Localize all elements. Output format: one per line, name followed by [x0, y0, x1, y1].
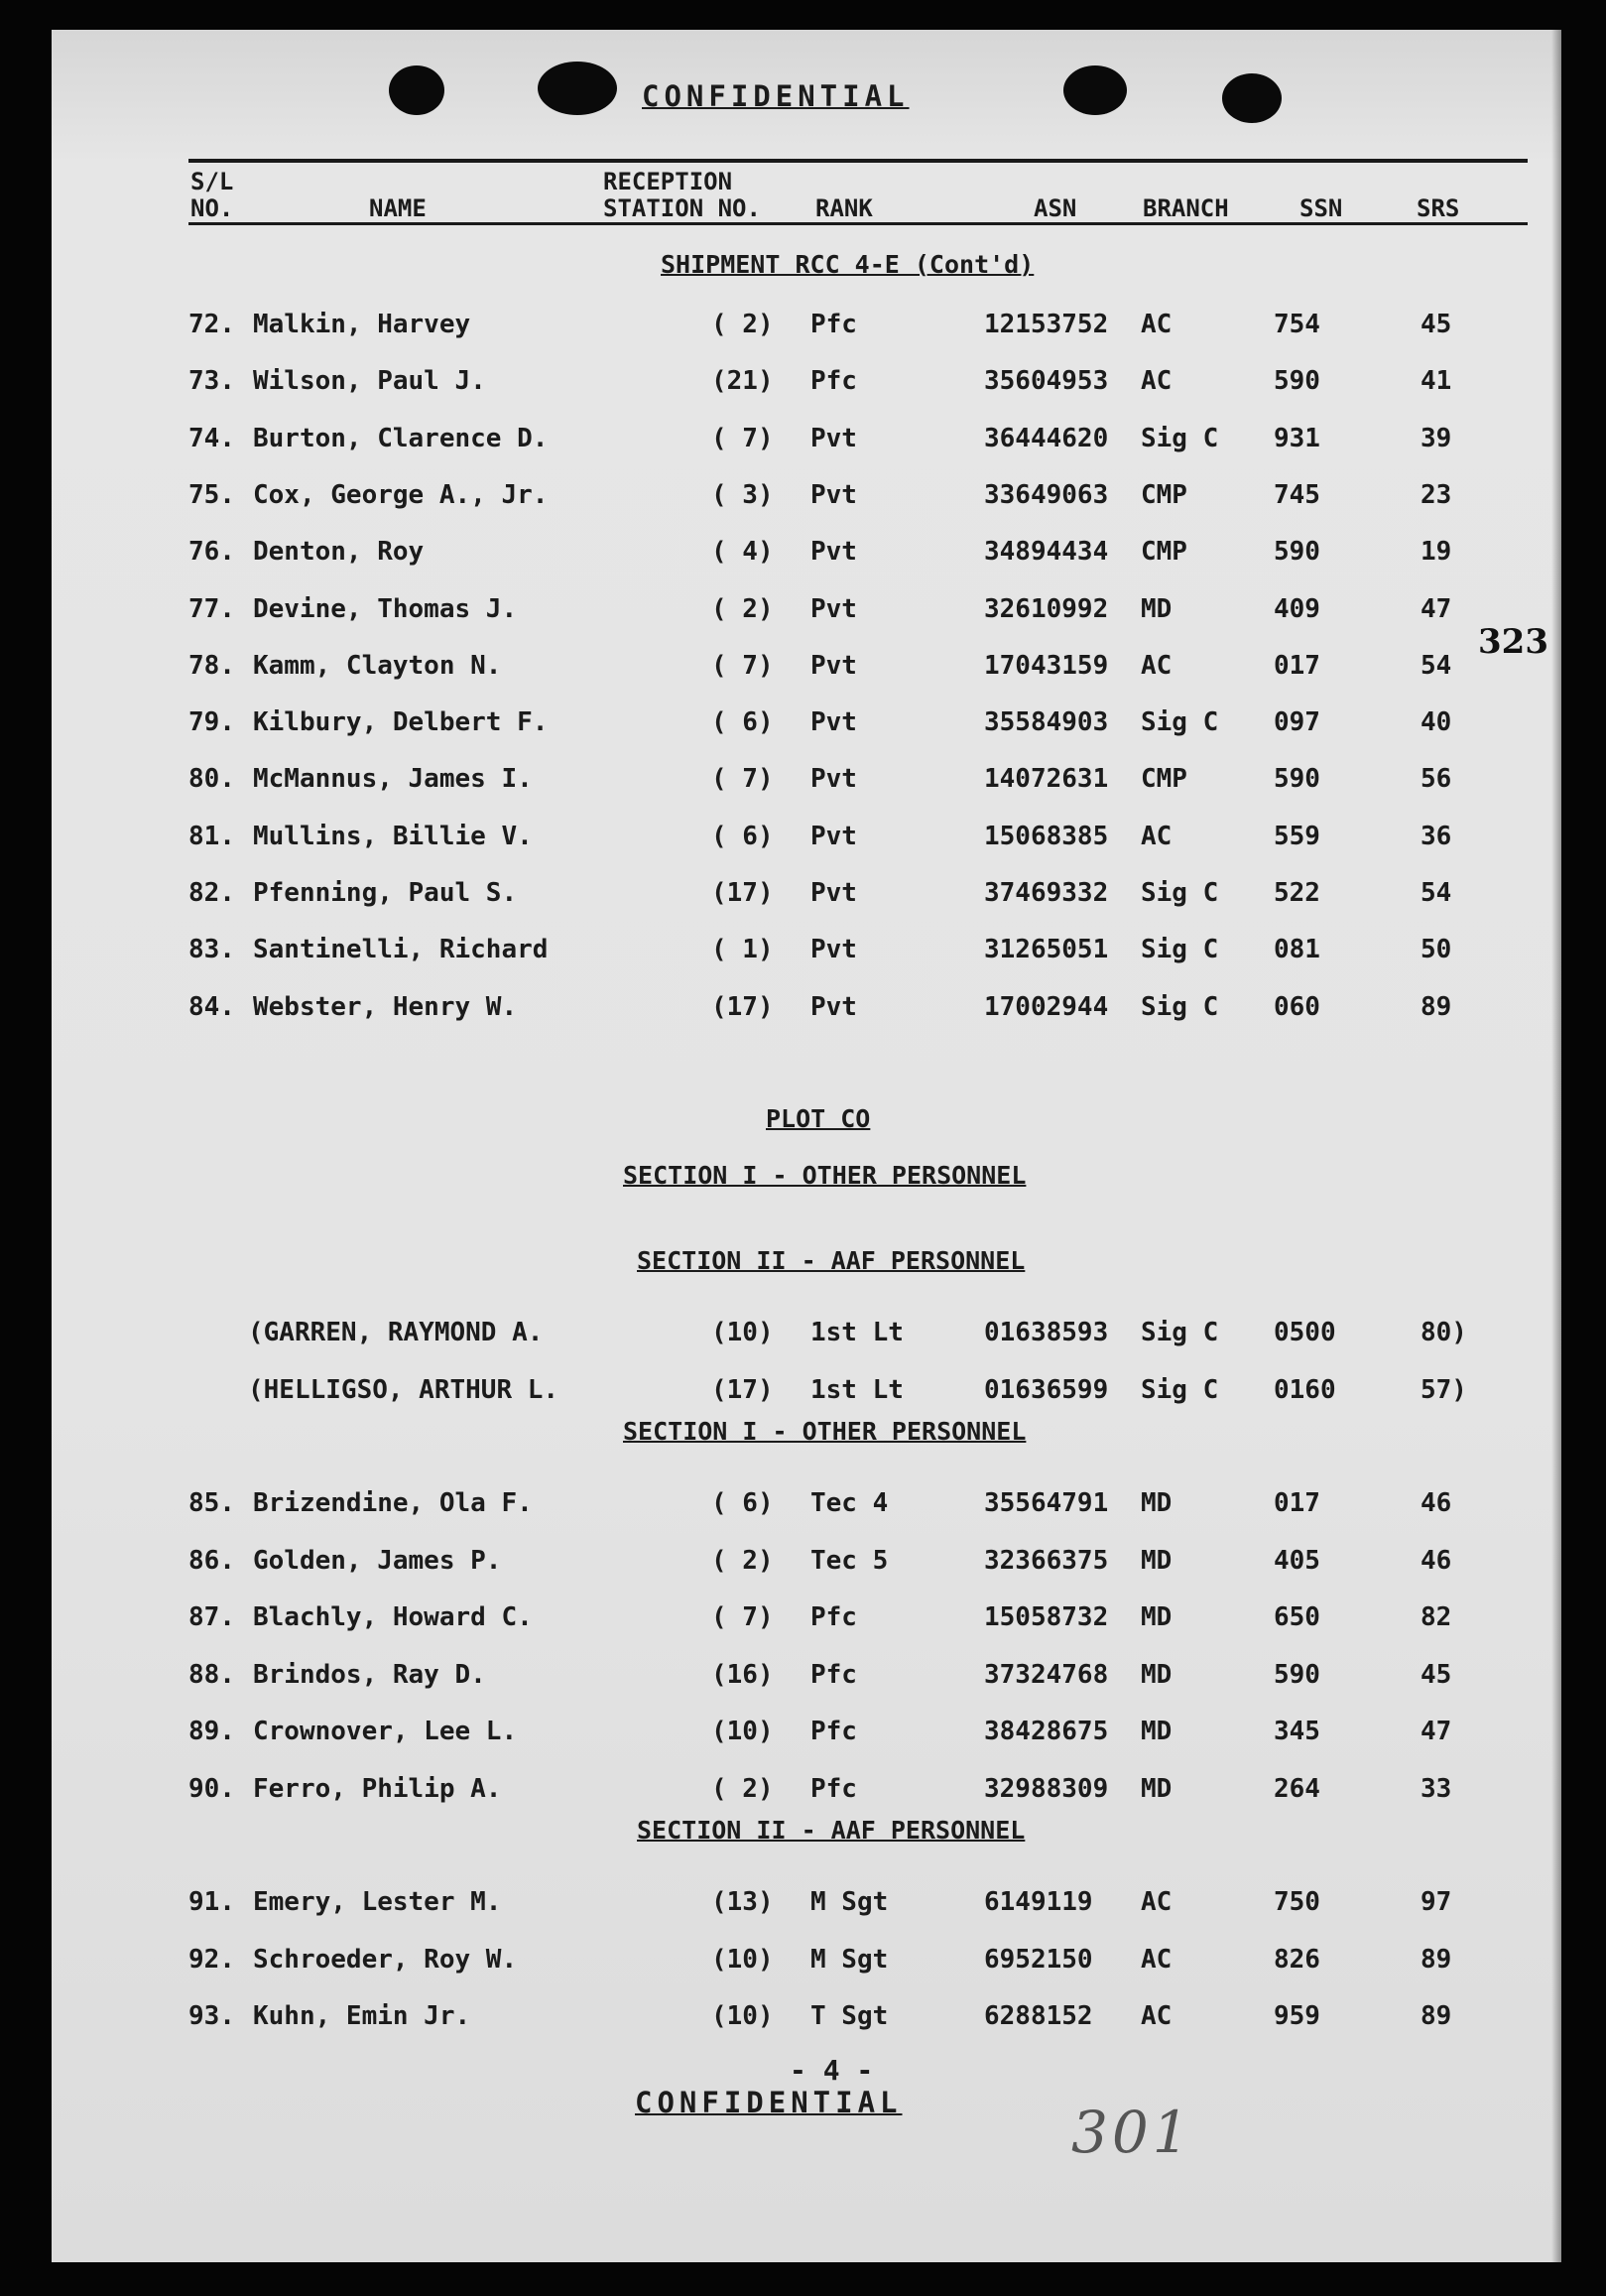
- header-sl: S/L: [190, 168, 234, 195]
- cell-asn: 6149119: [984, 1887, 1093, 1917]
- header-rank: RANK: [815, 194, 873, 222]
- cell-branch: MD: [1141, 1488, 1173, 1518]
- cell-branch: AC: [1141, 310, 1173, 339]
- cell-rank: Pvt: [810, 423, 857, 453]
- cell-rank: Pvt: [810, 537, 857, 568]
- cell-station: ( 7): [711, 423, 774, 453]
- cell-name: (GARREN, RAYMOND A.: [248, 1318, 544, 1347]
- cell-asn: 32988309: [984, 1773, 1109, 1804]
- cell-name: McMannus, James I.: [253, 764, 533, 795]
- cell-no: 92.: [188, 1944, 235, 1975]
- cell-branch: AC: [1141, 1887, 1173, 1917]
- table-row: [52, 1375, 1561, 1419]
- cell-asn: 31265051: [984, 935, 1109, 965]
- side-page-number: 323: [1478, 622, 1548, 662]
- cell-no: 82.: [188, 878, 235, 908]
- table-row: [52, 1774, 1561, 1818]
- cell-branch: MD: [1141, 1602, 1173, 1632]
- cell-asn: 32366375: [984, 1545, 1109, 1576]
- table-row: [52, 878, 1561, 922]
- cell-branch: Sig C: [1141, 1318, 1219, 1347]
- cell-branch: CMP: [1141, 764, 1187, 795]
- cell-station: ( 2): [711, 310, 774, 339]
- cell-ssn: 590: [1274, 764, 1320, 795]
- page-number: - 4 -: [790, 2054, 874, 2087]
- cell-no: 93.: [188, 2001, 235, 2031]
- cell-no: 74.: [188, 423, 235, 453]
- cell-asn: 32610992: [984, 593, 1109, 624]
- header-branch: BRANCH: [1143, 194, 1229, 222]
- cell-srs: 54: [1421, 878, 1452, 908]
- cell-srs: 82: [1421, 1602, 1452, 1632]
- cell-no: 85.: [188, 1488, 235, 1518]
- cell-name: Devine, Thomas J.: [253, 593, 518, 624]
- cell-ssn: 405: [1274, 1545, 1320, 1576]
- cell-station: (21): [711, 366, 774, 397]
- table-row: [52, 1488, 1561, 1532]
- table-row: [52, 480, 1561, 524]
- cell-branch: AC: [1141, 1944, 1173, 1975]
- cell-branch: MD: [1141, 1773, 1173, 1804]
- cell-ssn: 826: [1274, 1944, 1320, 1975]
- cell-branch: Sig C: [1141, 878, 1219, 908]
- punch-hole: [538, 62, 617, 115]
- cell-station: ( 3): [711, 479, 774, 510]
- cell-asn: 36444620: [984, 423, 1109, 453]
- punch-hole: [1222, 73, 1282, 123]
- cell-no: 87.: [188, 1602, 235, 1632]
- cell-rank: Pvt: [810, 593, 857, 624]
- cell-name: Wilson, Paul J.: [253, 366, 486, 397]
- cell-name: Burton, Clarence D.: [253, 423, 549, 453]
- cell-name: Mullins, Billie V.: [253, 821, 533, 851]
- cell-rank: Pfc: [810, 310, 857, 339]
- header-bottom-rule: [188, 222, 1528, 225]
- cell-rank: Pfc: [810, 1659, 857, 1690]
- cell-rank: Pfc: [810, 366, 857, 397]
- cell-branch: CMP: [1141, 479, 1187, 510]
- cell-asn: 6288152: [984, 2001, 1093, 2031]
- cell-no: 76.: [188, 537, 235, 568]
- table-row: [52, 707, 1561, 751]
- cell-asn: 6952150: [984, 1944, 1093, 1975]
- cell-name: Schroeder, Roy W.: [253, 1944, 518, 1975]
- cell-ssn: 409: [1274, 593, 1320, 624]
- cell-ssn: 0500: [1274, 1318, 1336, 1347]
- table-row: [52, 1945, 1561, 1988]
- cell-ssn: 590: [1274, 1659, 1320, 1690]
- cell-rank: M Sgt: [810, 1944, 889, 1975]
- header-srs: SRS: [1417, 194, 1460, 222]
- cell-asn: 15068385: [984, 821, 1109, 851]
- cell-rank: Pvt: [810, 991, 857, 1022]
- cell-station: ( 6): [711, 1488, 774, 1518]
- cell-station: ( 7): [711, 1602, 774, 1632]
- cell-asn: 38428675: [984, 1717, 1109, 1746]
- cell-name: Brindos, Ray D.: [253, 1659, 486, 1690]
- table-row: [52, 1546, 1561, 1590]
- cell-ssn: 264: [1274, 1773, 1320, 1804]
- cell-branch: AC: [1141, 821, 1173, 851]
- cell-srs: 36: [1421, 821, 1452, 851]
- table-row: [52, 2001, 1561, 2045]
- cell-no: 75.: [188, 479, 235, 510]
- cell-name: Crownover, Lee L.: [253, 1717, 518, 1746]
- cell-no: 84.: [188, 991, 235, 1022]
- cell-rank: Pfc: [810, 1602, 857, 1632]
- cell-srs: 46: [1421, 1545, 1452, 1576]
- cell-rank: Pvt: [810, 935, 857, 965]
- cell-no: 78.: [188, 650, 235, 681]
- cell-no: 80.: [188, 764, 235, 795]
- cell-rank: Pvt: [810, 479, 857, 510]
- cell-branch: Sig C: [1141, 991, 1219, 1022]
- cell-branch: MD: [1141, 593, 1173, 624]
- section-i-title-2: SECTION I - OTHER PERSONNEL: [623, 1417, 1027, 1446]
- cell-srs: 46: [1421, 1488, 1452, 1518]
- confidential-stamp-top: CONFIDENTIAL: [642, 79, 910, 113]
- confidential-stamp-bottom: CONFIDENTIAL: [635, 2086, 903, 2119]
- cell-srs: 47: [1421, 1717, 1452, 1746]
- cell-no: 81.: [188, 821, 235, 851]
- cell-asn: 12153752: [984, 310, 1109, 339]
- cell-branch: Sig C: [1141, 935, 1219, 965]
- cell-no: 72.: [188, 310, 235, 339]
- cell-asn: 34894434: [984, 537, 1109, 568]
- cell-branch: MD: [1141, 1717, 1173, 1746]
- cell-rank: Pvt: [810, 878, 857, 908]
- cell-branch: AC: [1141, 366, 1173, 397]
- section-ii-title: SECTION II - AAF PERSONNEL: [637, 1246, 1026, 1275]
- cell-ssn: 650: [1274, 1602, 1320, 1632]
- cell-name: Blachly, Howard C.: [253, 1602, 533, 1632]
- cell-asn: 17043159: [984, 650, 1109, 681]
- cell-rank: Pvt: [810, 764, 857, 795]
- cell-no: 83.: [188, 935, 235, 965]
- cell-branch: AC: [1141, 650, 1173, 681]
- cell-rank: 1st Lt: [810, 1374, 904, 1405]
- cell-branch: Sig C: [1141, 707, 1219, 738]
- cell-ssn: 522: [1274, 878, 1320, 908]
- cell-asn: 01636599: [984, 1374, 1109, 1405]
- cell-ssn: 590: [1274, 366, 1320, 397]
- cell-station: (17): [711, 878, 774, 908]
- cell-name: Pfenning, Paul S.: [253, 878, 518, 908]
- cell-branch: AC: [1141, 2001, 1173, 2031]
- cell-station: (10): [711, 1318, 774, 1347]
- cell-ssn: 345: [1274, 1717, 1320, 1746]
- cell-asn: 17002944: [984, 991, 1109, 1022]
- cell-no: 90.: [188, 1773, 235, 1804]
- cell-ssn: 750: [1274, 1887, 1320, 1917]
- cell-asn: 37324768: [984, 1659, 1109, 1690]
- cell-station: ( 4): [711, 537, 774, 568]
- cell-no: 89.: [188, 1717, 235, 1746]
- cell-station: ( 7): [711, 764, 774, 795]
- table-row: [52, 1887, 1561, 1931]
- cell-ssn: 017: [1274, 1488, 1320, 1518]
- cell-station: ( 7): [711, 650, 774, 681]
- cell-branch: CMP: [1141, 537, 1187, 568]
- cell-rank: Tec 5: [810, 1545, 889, 1576]
- cell-asn: 35604953: [984, 366, 1109, 397]
- punch-hole: [1063, 65, 1127, 115]
- cell-station: ( 6): [711, 707, 774, 738]
- table-row: [52, 1717, 1561, 1760]
- document-page: [52, 30, 1561, 2262]
- cell-rank: T Sgt: [810, 2001, 889, 2031]
- cell-station: ( 2): [711, 1773, 774, 1804]
- cell-station: ( 1): [711, 935, 774, 965]
- table-row: [52, 651, 1561, 695]
- cell-name: Brizendine, Ola F.: [253, 1488, 533, 1518]
- header-asn: ASN: [1034, 194, 1077, 222]
- cell-station: (17): [711, 991, 774, 1022]
- cell-branch: MD: [1141, 1545, 1173, 1576]
- table-row: [52, 594, 1561, 638]
- cell-srs: 97: [1421, 1887, 1452, 1917]
- table-row: [52, 822, 1561, 865]
- cell-srs: 50: [1421, 935, 1452, 965]
- cell-name: Malkin, Harvey: [253, 310, 471, 339]
- cell-station: ( 2): [711, 1545, 774, 1576]
- cell-rank: 1st Lt: [810, 1318, 904, 1347]
- cell-branch: MD: [1141, 1659, 1173, 1690]
- cell-srs: 19: [1421, 537, 1452, 568]
- cell-rank: Pvt: [810, 650, 857, 681]
- cell-srs: 57): [1421, 1374, 1467, 1405]
- cell-station: (10): [711, 1944, 774, 1975]
- cell-srs: 40: [1421, 707, 1452, 738]
- punch-hole: [389, 65, 444, 115]
- header-name: NAME: [369, 194, 427, 222]
- cell-station: (17): [711, 1374, 774, 1405]
- cell-name: (HELLIGSO, ARTHUR L.: [248, 1374, 559, 1405]
- cell-station: ( 2): [711, 593, 774, 624]
- table-row: [52, 992, 1561, 1036]
- header-ssn: SSN: [1299, 194, 1343, 222]
- cell-name: Golden, James P.: [253, 1545, 502, 1576]
- cell-name: Santinelli, Richard: [253, 935, 549, 965]
- cell-no: 79.: [188, 707, 235, 738]
- cell-ssn: 017: [1274, 650, 1320, 681]
- header-top-rule: [188, 159, 1528, 163]
- cell-ssn: 559: [1274, 821, 1320, 851]
- cell-no: 88.: [188, 1659, 235, 1690]
- cell-srs: 41: [1421, 366, 1452, 397]
- cell-name: Emery, Lester M.: [253, 1887, 502, 1917]
- cell-station: (10): [711, 2001, 774, 2031]
- cell-name: Webster, Henry W.: [253, 991, 518, 1022]
- cell-rank: Pvt: [810, 707, 857, 738]
- cell-no: 73.: [188, 366, 235, 397]
- cell-rank: Tec 4: [810, 1488, 889, 1518]
- cell-srs: 80): [1421, 1318, 1467, 1347]
- section-ii-title-2: SECTION II - AAF PERSONNEL: [637, 1816, 1026, 1845]
- cell-asn: 33649063: [984, 479, 1109, 510]
- table-row: [52, 1660, 1561, 1704]
- cell-asn: 15058732: [984, 1602, 1109, 1632]
- cell-srs: 89: [1421, 1944, 1452, 1975]
- cell-asn: 01638593: [984, 1318, 1109, 1347]
- cell-no: 77.: [188, 593, 235, 624]
- cell-branch: Sig C: [1141, 1374, 1219, 1405]
- cell-name: Kilbury, Delbert F.: [253, 707, 549, 738]
- cell-asn: 35564791: [984, 1488, 1109, 1518]
- cell-station: (10): [711, 1717, 774, 1746]
- cell-asn: 14072631: [984, 764, 1109, 795]
- table-row: [52, 310, 1561, 353]
- cell-srs: 56: [1421, 764, 1452, 795]
- table-row: [52, 537, 1561, 580]
- cell-rank: Pfc: [810, 1717, 857, 1746]
- cell-srs: 45: [1421, 310, 1452, 339]
- table-row: [52, 424, 1561, 467]
- cell-ssn: 931: [1274, 423, 1320, 453]
- cell-srs: 23: [1421, 479, 1452, 510]
- section-i-title: SECTION I - OTHER PERSONNEL: [623, 1161, 1027, 1190]
- cell-ssn: 0160: [1274, 1374, 1336, 1405]
- plot-title: PLOT CO: [766, 1104, 871, 1133]
- cell-station: ( 6): [711, 821, 774, 851]
- cell-branch: Sig C: [1141, 423, 1219, 453]
- cell-station: (13): [711, 1887, 774, 1917]
- cell-srs: 33: [1421, 1773, 1452, 1804]
- cell-name: Denton, Roy: [253, 537, 425, 568]
- cell-name: Kamm, Clayton N.: [253, 650, 502, 681]
- cell-rank: M Sgt: [810, 1887, 889, 1917]
- cell-ssn: 590: [1274, 537, 1320, 568]
- handwritten-number: 301: [1071, 2099, 1193, 2166]
- cell-srs: 54: [1421, 650, 1452, 681]
- cell-srs: 89: [1421, 991, 1452, 1022]
- cell-ssn: 745: [1274, 479, 1320, 510]
- cell-srs: 39: [1421, 423, 1452, 453]
- table-row: [52, 1318, 1561, 1361]
- table-row: [52, 366, 1561, 410]
- cell-name: Cox, George A., Jr.: [253, 479, 549, 510]
- cell-name: Kuhn, Emin Jr.: [253, 2001, 471, 2031]
- cell-rank: Pvt: [810, 821, 857, 851]
- cell-no: 91.: [188, 1887, 235, 1917]
- cell-rank: Pfc: [810, 1773, 857, 1804]
- cell-ssn: 754: [1274, 310, 1320, 339]
- header-reception: RECEPTION: [603, 168, 733, 195]
- cell-ssn: 959: [1274, 2001, 1320, 2031]
- header-station: STATION NO.: [603, 194, 761, 222]
- cell-asn: 37469332: [984, 878, 1109, 908]
- cell-ssn: 081: [1274, 935, 1320, 965]
- table-row: [52, 935, 1561, 978]
- cell-name: Ferro, Philip A.: [253, 1773, 502, 1804]
- header-no: NO.: [190, 194, 234, 222]
- table-row: [52, 764, 1561, 808]
- cell-srs: 47: [1421, 593, 1452, 624]
- cell-no: 86.: [188, 1545, 235, 1576]
- cell-srs: 89: [1421, 2001, 1452, 2031]
- table-row: [52, 1602, 1561, 1646]
- cell-station: (16): [711, 1659, 774, 1690]
- cell-srs: 45: [1421, 1659, 1452, 1690]
- cell-ssn: 060: [1274, 991, 1320, 1022]
- shipment-title: SHIPMENT RCC 4-E (Cont'd): [661, 250, 1035, 279]
- cell-ssn: 097: [1274, 707, 1320, 738]
- cell-asn: 35584903: [984, 707, 1109, 738]
